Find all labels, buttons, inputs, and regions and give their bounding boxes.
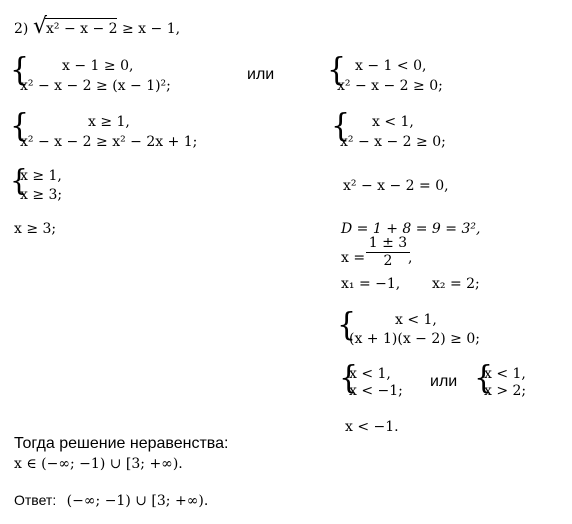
sqrt-icon: √ — [33, 14, 48, 39]
right-sys3-line2: (x + 1)(x − 2) ≥ 0; — [349, 331, 480, 347]
sqrt-overbar — [45, 18, 117, 19]
right-equation: x² − x − 2 = 0, — [343, 178, 449, 194]
discriminant-text: D = 1 + 8 = 9 = 3², — [341, 221, 481, 237]
right-sys2-line1: x < 1, — [372, 114, 414, 130]
left-sys3-line1: x ≥ 1, — [20, 168, 62, 184]
right-sys5-line2: x > 2; — [484, 383, 527, 399]
problem-radicand: x² − x − 2 — [46, 21, 118, 37]
right-brace-icon: { — [337, 307, 357, 344]
right-sys5-line1: x < 1, — [484, 366, 526, 382]
root-fraction — [366, 235, 413, 270]
left-sys3-line2: x ≥ 3; — [20, 187, 63, 203]
right-sys1-line1: x − 1 < 0, — [355, 58, 427, 74]
right-brace-icon: { — [339, 360, 359, 397]
left-brace-icon: { — [10, 108, 30, 145]
conclusion-text: Тогда решение неравенства: — [14, 435, 229, 452]
root-x2: x₂ = 2; — [432, 276, 480, 292]
discriminant — [341, 222, 480, 236]
root-x1: x₁ = −1, — [341, 276, 401, 292]
answer-line — [14, 493, 208, 508]
right-sys3-line1: x < 1, — [395, 312, 437, 328]
fraction-denominator: 2 — [383, 253, 393, 270]
left-sys2-line1: x ≥ 1, — [88, 114, 130, 130]
right-result: x < −1. — [345, 419, 399, 435]
right-sys4-line2: x < −1; — [349, 383, 403, 399]
answer-value: (−∞; −1) ∪ [3; +∞). — [66, 493, 209, 509]
fraction-tail: , — [408, 250, 413, 266]
right-brace-icon: { — [474, 360, 494, 397]
left-result: x ≥ 3; — [14, 221, 57, 237]
left-sys2-line2: x² − x − 2 ≥ x² − 2x + 1; — [20, 134, 198, 150]
root-formula-label: x = — [341, 250, 366, 266]
right-brace-icon: { — [327, 52, 347, 89]
right-sys1-line2: x² − x − 2 ≥ 0; — [337, 78, 443, 94]
ili-label-1: или — [247, 66, 275, 83]
left-brace-icon: { — [10, 52, 30, 89]
right-brace-icon: { — [331, 108, 351, 145]
ili-label-2: или — [430, 373, 458, 390]
left-sys1-line1: x − 1 ≥ 0, — [62, 58, 134, 74]
answer-label: Ответ: — [14, 492, 57, 508]
left-brace-icon: { — [10, 163, 28, 198]
solution-set: x ∈ (−∞; −1) ∪ [3; +∞). — [14, 456, 183, 472]
left-sys1-line2: x² − x − 2 ≥ (x − 1)²; — [20, 78, 171, 94]
right-sys2-line2: x² − x − 2 ≥ 0; — [340, 134, 446, 150]
problem-rhs: ≥ x − 1, — [122, 21, 181, 37]
problem-number: 2) — [14, 21, 29, 37]
right-sys4-line1: x < 1, — [349, 366, 391, 382]
fraction-numerator: 1 ± 3 — [368, 235, 408, 251]
